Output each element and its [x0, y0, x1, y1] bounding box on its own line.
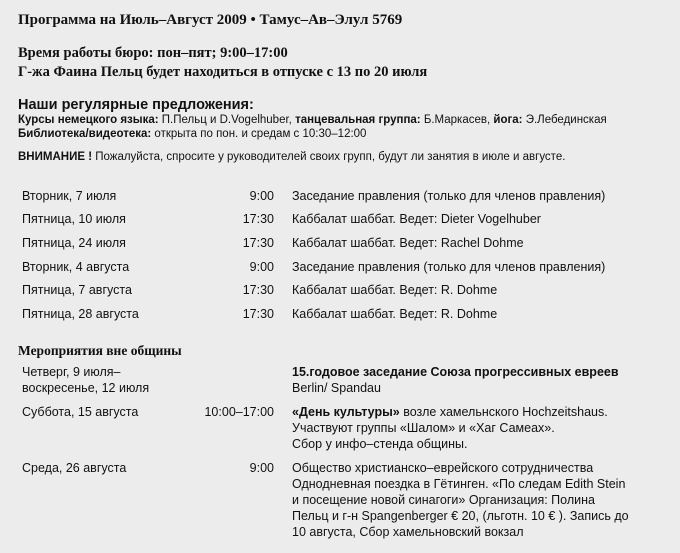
- page-title: Программа на Июль–Август 2009 • Тамус–Ав–Элул 5769: [18, 12, 403, 28]
- vacation-notice: Г-жа Фаина Пельц будет находиться в отпуске с 13 по 20 июля: [18, 64, 428, 80]
- dance-group-label: танцевальная группа:: [295, 114, 421, 126]
- external-event-text: [292, 364, 672, 396]
- german-course-value: П.Пельц и D.Vogelhuber,: [158, 114, 296, 126]
- library-label: Библиотека/видеотека:: [18, 128, 152, 140]
- external-event-text: [292, 404, 672, 452]
- library-value: открыта по пон. и средам с 10:30–12:00: [151, 128, 367, 140]
- schedule-date: Пятница, 10 июля: [22, 212, 126, 226]
- schedule-event: Каббалат шаббат. Ведет: Dieter Vogelhuber: [292, 212, 541, 226]
- schedule-date: Пятница, 28 августа: [22, 307, 139, 321]
- schedule-time: 9:00: [249, 260, 274, 274]
- schedule-event: Заседание правления (только для членов правления): [292, 260, 606, 274]
- external-event-details: возле хамельнского Hochzeitshaus. Участвуют группы «Шалом» и «Хаг Самеах». Сбор у инфо–стенда общины.: [292, 405, 608, 451]
- external-event-title: 15.годовое заседание Союза прогрессивных евреев: [292, 365, 619, 379]
- schedule-event: Каббалат шаббат. Ведет: R. Dohme: [292, 307, 498, 321]
- offers-line-library: [18, 128, 366, 140]
- schedule-event: Заседание правления (только для членов правления): [292, 189, 606, 203]
- schedule-time: 9:00: [249, 189, 274, 203]
- yoga-label: йога:: [493, 114, 523, 126]
- schedule-date: Вторник, 7 июля: [22, 189, 117, 203]
- offers-heading: Наши регулярные предложения:: [18, 97, 254, 113]
- external-event-details: Berlin/ Spandau: [292, 381, 381, 395]
- schedule-event: Каббалат шаббат. Ведет: R. Dohme: [292, 283, 498, 297]
- office-hours: Время работы бюро: пон–пят; 9:00–17:00: [18, 45, 288, 61]
- external-event-time: 9:00: [249, 461, 274, 475]
- schedule-row: [0, 236, 680, 256]
- german-course-label: Курсы немецкого языка:: [18, 114, 159, 126]
- offers-line-courses: [18, 114, 607, 126]
- external-event-time: 10:00–17:00: [204, 405, 274, 419]
- schedule-row: [0, 189, 680, 209]
- attention-label: ВНИМАНИЕ !: [18, 151, 93, 163]
- yoga-value: Э.Лебединская: [522, 114, 607, 126]
- schedule-time: 17:30: [242, 212, 274, 226]
- schedule-time: 17:30: [242, 307, 274, 321]
- schedule-row: [0, 307, 680, 327]
- external-event-date: Суббота, 15 августа: [22, 405, 139, 419]
- schedule-row: [0, 283, 680, 303]
- schedule-row: [0, 212, 680, 232]
- dance-group-value: Б.Маркасев,: [420, 114, 494, 126]
- external-event-date: Четверг, 9 июля– воскресенье, 12 июля: [22, 365, 150, 395]
- schedule-date: Вторник, 4 августа: [22, 260, 130, 274]
- schedule-event: Каббалат шаббат. Ведет: Rachel Dohme: [292, 236, 524, 250]
- attention-text: Пожалуйста, спросите у руководителей своих групп, будут ли занятия в июле и августе.: [92, 151, 566, 163]
- schedule-date: Пятница, 24 июля: [22, 236, 126, 250]
- schedule-date: Пятница, 7 августа: [22, 283, 132, 297]
- schedule-time: 17:30: [242, 283, 274, 297]
- attention-notice: [18, 151, 565, 163]
- schedule-row: [0, 260, 680, 280]
- external-event-date: Среда, 26 августа: [22, 461, 127, 475]
- external-event-text: [292, 460, 672, 540]
- external-event-details: Общество христианско–еврейского сотрудничества Однодневная поездка в Гётинген. «По следам Edith Stein и посещение новой синагоги» Организация: Полина Пельц и г-н Spangenberger € 20, (льготн. 10 € ). Запись до 10 августа, Сбор хамельновский вокзал: [292, 461, 629, 539]
- external-event-title: «День культуры»: [292, 405, 400, 419]
- external-events-heading: Мероприятия вне общины: [18, 343, 182, 358]
- schedule-time: 17:30: [242, 236, 274, 250]
